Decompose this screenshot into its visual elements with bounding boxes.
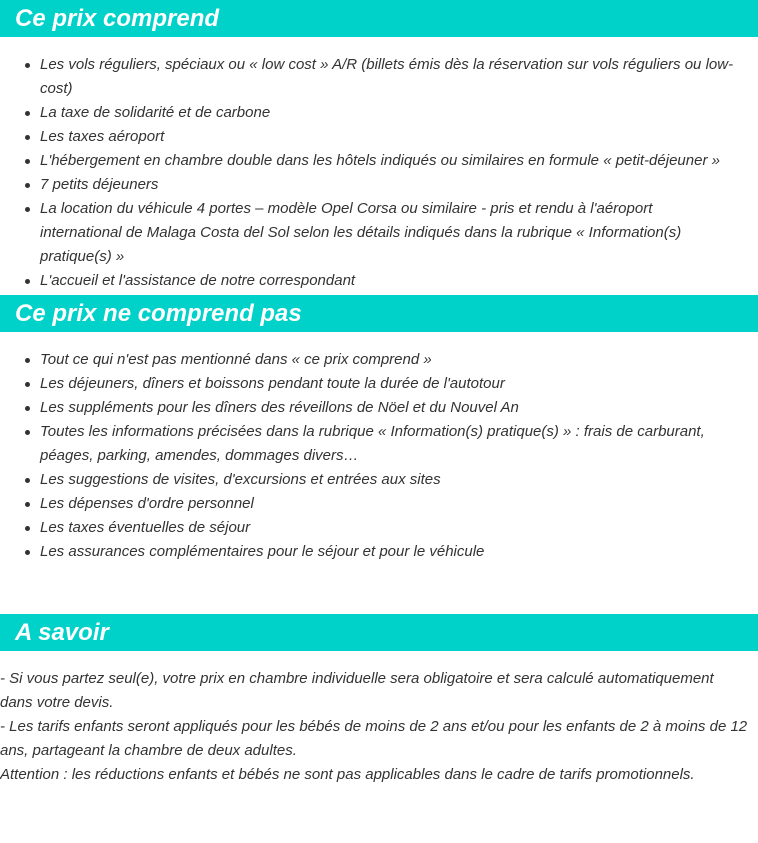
list-item: Tout ce qui n'est pas mentionné dans « ce prix comprend » (40, 348, 738, 372)
section-prix-ne-comprend-pas (0, 295, 758, 564)
list-item: Les assurances complémentaires pour le séjour et pour le véhicule (40, 540, 738, 564)
section-title-comprend: Ce prix comprend (15, 5, 220, 32)
section-header-ne-comprend-pas (0, 295, 758, 332)
a-savoir-text (0, 651, 758, 787)
list-item: La taxe de solidarité et de carbone (40, 101, 738, 125)
list-item: L'hébergement en chambre double dans les hôtels indiqués ou similaires en formule « petit-déjeuner » (40, 149, 738, 173)
section-title-ne-comprend-pas: Ce prix ne comprend pas (15, 300, 302, 327)
list-item: Les taxes éventuelles de séjour (40, 516, 738, 540)
section-header-a-savoir (0, 614, 758, 651)
list-item: Les taxes aéroport (40, 125, 738, 149)
list-item: Les déjeuners, dîners et boissons pendant toute la durée de l'autotour (40, 372, 738, 396)
list-item: Les vols réguliers, spéciaux ou « low cost » A/R (billets émis dès la réservation sur vols réguliers ou low-cost) (40, 53, 738, 101)
list-comprend (0, 53, 758, 293)
list-item: Les dépenses d'ordre personnel (40, 492, 738, 516)
list-item: L'accueil et l'assistance de notre correspondant (40, 269, 738, 293)
list-item: 7 petits déjeuners (40, 173, 738, 197)
section-title-a-savoir: A savoir (15, 619, 109, 646)
list-item: Toutes les informations précisées dans la rubrique « Information(s) pratique(s) » : frais de carburant, péages, parking, amendes, dommages divers… (40, 420, 738, 468)
list-ne-comprend-pas (0, 348, 758, 564)
list-item: Les suggestions de visites, d'excursions et entrées aux sites (40, 468, 738, 492)
a-savoir-paragraph: - Les tarifs enfants seront appliqués pour les bébés de moins de 2 ans et/ou pour les enfants de 2 à moins de 12 ans, partageant la chambre de deux adultes. (0, 718, 748, 759)
a-savoir-paragraph: - Si vous partez seul(e), votre prix en chambre individuelle sera obligatoire et sera calculé automatiquement dans votre devis. (0, 670, 714, 711)
section-header-comprend (0, 0, 758, 37)
list-item: La location du véhicule 4 portes – modèle Opel Corsa ou similaire - pris et rendu à l'aéroport international de Malaga Costa del Sol selon les détails indiqués dans la rubrique « Information(s) pratique(s) » (40, 197, 738, 269)
section-prix-comprend (0, 0, 758, 293)
section-a-savoir (0, 614, 758, 787)
a-savoir-paragraph: Attention : les réductions enfants et bébés ne sont pas applicables dans le cadre de tarifs promotionnels. (0, 766, 695, 783)
list-item: Les suppléments pour les dîners des réveillons de Nöel et du Nouvel An (40, 396, 738, 420)
